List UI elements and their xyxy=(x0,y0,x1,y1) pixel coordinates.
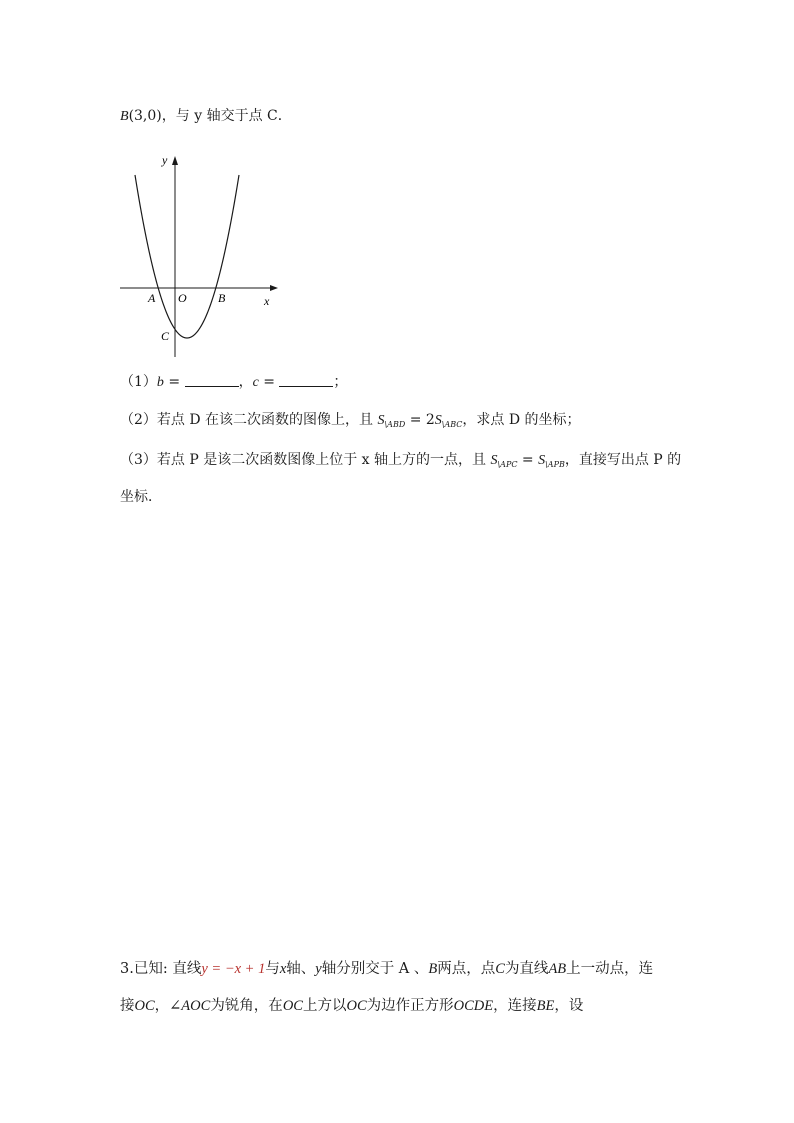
p3-oc-1: OC xyxy=(134,998,155,1014)
q2-suffix: ，求点 D 的坐标； xyxy=(462,412,581,428)
p3-t5: 为直线 xyxy=(504,961,549,977)
q1-c-var: c xyxy=(252,375,259,390)
q1-eq-1: = xyxy=(163,374,185,390)
question-1 xyxy=(120,372,347,393)
q3-suffix: ，直接写出点 P 的 xyxy=(564,452,682,468)
x-axis-label: x xyxy=(264,294,270,308)
p3-y: y xyxy=(315,961,322,977)
p3-l2-t7: ，设 xyxy=(554,998,584,1014)
p3-t6: 上一动点，连 xyxy=(566,961,654,977)
q3-s1-sub: \APC xyxy=(497,460,518,469)
problem-3-line-2 xyxy=(120,996,583,1016)
q2-s2: S xyxy=(434,413,442,428)
point-b-coords: (3,0) xyxy=(128,108,162,124)
p3-ocde: OCDE xyxy=(453,998,494,1014)
q2-mid: = 2 xyxy=(405,412,435,428)
p3-t3: 轴分别交于 A 、 xyxy=(321,961,429,977)
p3-t1: 与 xyxy=(265,961,280,977)
p3-l2-t4: 上方以 xyxy=(302,998,347,1014)
p3-be: BE xyxy=(536,998,555,1014)
question-2 xyxy=(120,410,581,432)
parabola-curve xyxy=(135,175,239,338)
p3-t4: 两点，点 xyxy=(437,961,496,977)
intro-line xyxy=(120,106,292,127)
p3-l2-t6: ，连接 xyxy=(493,998,537,1014)
point-b-figure-label: B xyxy=(218,291,226,305)
p3-oc-2: OC xyxy=(282,998,303,1014)
p3-l2-t3: 为锐角，在 xyxy=(210,998,283,1014)
q3-s2-sub: \APB xyxy=(545,460,565,469)
q1-eq-2: = xyxy=(258,374,280,390)
question-3-line-2 xyxy=(120,487,162,507)
p3-b: B xyxy=(428,961,438,977)
q3-line2: 坐标． xyxy=(120,489,162,505)
y-axis-label: y xyxy=(162,153,168,167)
p3-x: x xyxy=(279,961,287,977)
point-b-label: B xyxy=(120,109,129,124)
point-c-label: C xyxy=(161,329,170,343)
b-answer-blank[interactable] xyxy=(185,374,239,387)
p3-l2-t5: 为边作正方形 xyxy=(366,998,454,1014)
q1-b-var: b xyxy=(156,375,164,390)
p3-oc-3: OC xyxy=(346,998,367,1014)
y-axis-arrow xyxy=(172,156,178,165)
problem-3-line-1 xyxy=(120,959,653,979)
q3-mid: = xyxy=(517,452,539,468)
q1-sep: ， xyxy=(238,374,253,390)
p3-angle: ∠AOC xyxy=(169,998,211,1014)
q3-prefix: （3）若点 P 是该二次函数图像上位于 x 轴上方的一点，且 xyxy=(120,452,491,468)
p3-label: 3.已知: 直线 xyxy=(120,961,202,977)
q2-prefix: （2）若点 D 在该二次函数的图像上，且 xyxy=(120,412,378,428)
x-axis-arrow xyxy=(270,285,278,291)
p3-equation: y = −x + 1 xyxy=(201,961,266,977)
q1-end: ； xyxy=(333,374,348,390)
q3-s2: S xyxy=(538,453,546,468)
q2-s1: S xyxy=(377,413,385,428)
p3-ab: AB xyxy=(548,961,567,977)
point-a-label: A xyxy=(148,291,156,305)
q1-prefix: （1） xyxy=(120,374,157,390)
q3-s1: S xyxy=(490,453,498,468)
intro-text: ，与 y 轴交于点 C． xyxy=(161,108,292,124)
p3-l2-t1: 接 xyxy=(120,998,135,1014)
c-answer-blank[interactable] xyxy=(279,374,333,387)
origin-label: O xyxy=(178,291,187,305)
parabola-figure xyxy=(118,150,283,362)
q2-s2-sub: \ABC xyxy=(441,420,463,429)
p3-l2-t2: ， xyxy=(154,998,170,1014)
question-3 xyxy=(120,450,681,472)
p3-c: C xyxy=(495,961,505,977)
p3-t2: 轴、 xyxy=(286,961,316,977)
q2-s1-sub: \ABD xyxy=(384,420,406,429)
